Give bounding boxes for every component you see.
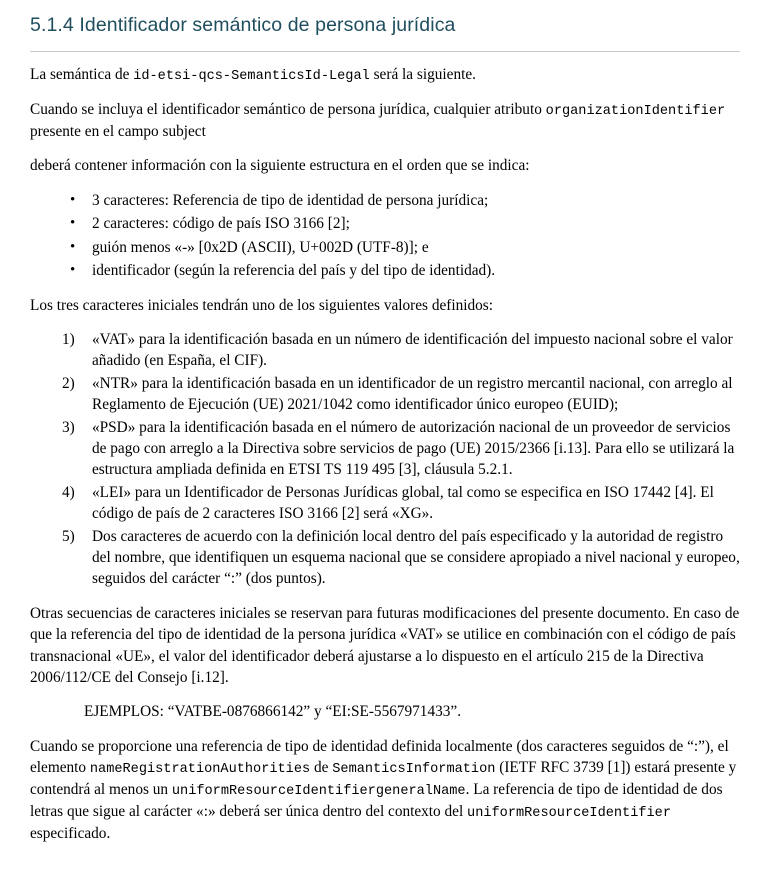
intro-text-a: La semántica de [30, 66, 134, 83]
paragraph-structure-intro: deberá contener información con la siguiente estructura en el orden que se indica: [30, 157, 530, 175]
paragraph-intro [30, 64, 740, 86]
code-uniform-resource-identifier-2: uniformResourceIdentifier [467, 806, 671, 822]
paragraph-reserved-sequences: Otras secuencias de caracteres iniciales se reservan para futuras modificaciones del presente documento. En caso de que la referencia del tipo de identidad de la persona jurídica «VAT» se utilice en combinación con el código de país transnacional «UE», el valor del identificador deberá ajustarse a lo dispuesto en el artículo 215 de la Directiva 2006/112/CE del Consejo [i.12]. [30, 604, 740, 686]
paragraph-organization-identifier [30, 99, 740, 142]
list-item: • 3 caracteres: Referencia de tipo de identidad de persona jurídica; [92, 190, 740, 211]
code-semantics-id-legal: id-etsi-qcs-SemanticsId-Legal [133, 69, 370, 84]
code-semantics-information: SemanticsInformation [332, 762, 496, 778]
structure-bullet-list [30, 190, 740, 282]
page-title: 5.1.4 Identificador semántico de persona jurídica [30, 14, 456, 36]
list-item: • identificador (según la referencia del país y del tipo de identidad). [92, 260, 740, 281]
list-item: «LEI» para un Identificador de Personas Jurídicas global, tal como se especifica en ISO 17442 [4]. El código de país de 2 caracteres ISO 3166 [2] será «XG». [92, 483, 714, 523]
code-name-registration-authorities: nameRegistrationAuthorities [89, 762, 311, 778]
list-item: • 2 caracteres: código de país ISO 3166 [2]; [92, 213, 740, 234]
p2-text-a: Cuando se incluya el identificador semántico de persona jurídica, cualquier atributo [30, 101, 546, 119]
identity-type-list [30, 329, 740, 590]
heading-divider [30, 51, 740, 52]
paragraph-local-identity-reference [30, 736, 740, 845]
p6-text-b: de [310, 759, 333, 777]
p6-text-d: . La referencia de tipo de identidad de dos letras que sigue al carácter «:» deberá ser única dentro del contexto del [30, 781, 723, 821]
code-general-name: generalName [375, 784, 466, 800]
list-item: «NTR» para la identificación basada en un identificador de un registro mercantil nacional, con arreglo al Reglamento de Ejecución (UE) 2021/1042 como identificador único europeo (EUID); [92, 374, 733, 414]
p6-text-a: Cuando se proporcione una referencia de tipo de identidad definida localmente (dos caracteres seguidos de “:”), el elemento [30, 737, 729, 777]
list-item: • guión menos «-» [0x2D (ASCII), U+002D (UTF-8)]; e [92, 237, 740, 258]
list-item: Dos caracteres de acuerdo con la definición local dentro del país especificado y la autoridad de registro del nombre, que identifiquen un esquema nacional que se considere apropiado a nivel nacional y europeo, seguidos del carácter “:” (dos puntos). [92, 527, 740, 588]
intro-text-b: será la siguiente. [369, 66, 476, 83]
list-item: «VAT» para la identificación basada en un número de identificación del impuesto nacional sobre el valor añadido (en España, el CIF). [92, 330, 733, 370]
p6-text-e: especificado. [30, 825, 111, 843]
paragraph-initial-characters: Los tres caracteres iniciales tendrán uno de los siguientes valores definidos: [30, 296, 494, 314]
p6-text-c: (IETF RFC 3739 [1]) estará presente y contendrá al menos un [30, 759, 737, 799]
list-item: «PSD» para la identificación basada en el número de autorización nacional de un proveedor de servicios de pago con arreglo a la Directiva sobre servicios de pago (UE) 2015/2366 [i.13]. Para ello se utilizará la estructura ampliada definida en ETSI TS 119 495 [3], cláusula 5.2.1. [92, 418, 735, 479]
p2-text-b: presente en el campo subject [30, 123, 206, 141]
examples-block: EJEMPLOS: “VATBE-0876866142” y “EI:SE-5567971433”. [84, 703, 462, 721]
code-uniform-resource-identifier-1: uniformResourceIdentifier [171, 784, 376, 800]
code-organization-identifier: organizationIdentifier [545, 104, 726, 120]
